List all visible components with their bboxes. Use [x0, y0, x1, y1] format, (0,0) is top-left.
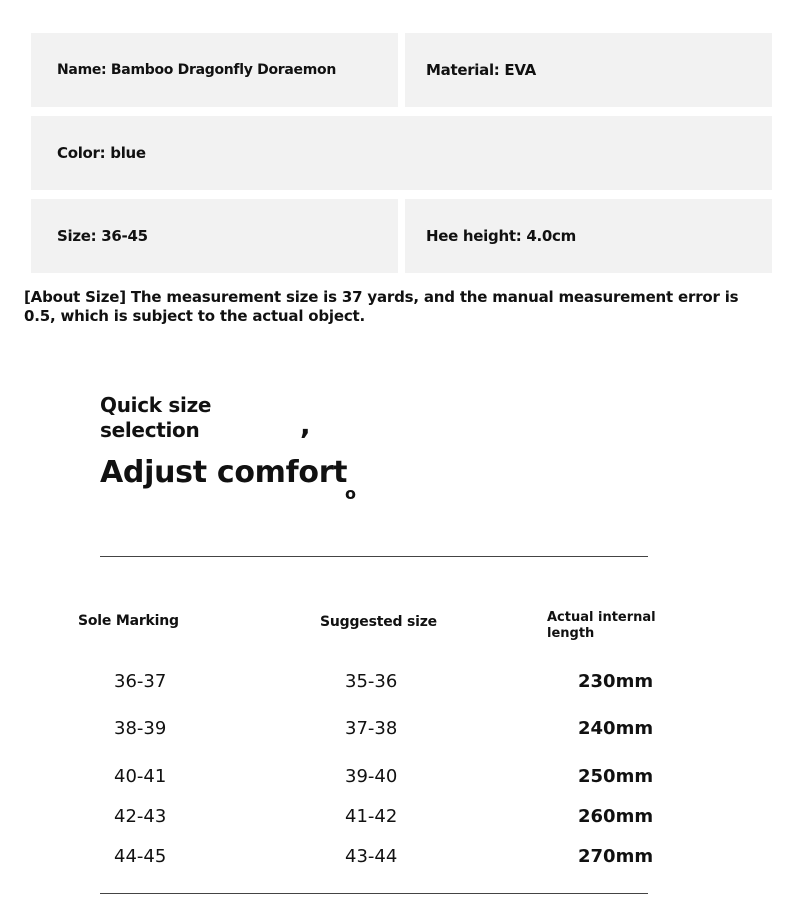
header-actual-length: Actual internal length — [547, 610, 656, 641]
sole-marking-cell: 44-45 — [114, 846, 167, 867]
spec-name: Name: Bamboo Dragonfly Doraemon — [57, 62, 336, 78]
table-row — [0, 714, 790, 744]
spec-material-cell — [405, 33, 772, 107]
spec-name-cell — [31, 33, 398, 107]
internal-length-cell: 250mm — [578, 766, 654, 787]
internal-length-cell: 240mm — [578, 718, 654, 739]
spec-material: Material: EVA — [426, 61, 536, 79]
spec-heel-height: Hee height: 4.0cm — [426, 227, 576, 245]
table-row — [0, 842, 790, 872]
suggested-size-cell: 43-44 — [345, 846, 398, 867]
spec-heel-cell — [405, 199, 772, 273]
suggested-size-cell: 37-38 — [345, 718, 398, 739]
sole-marking-cell: 36-37 — [114, 671, 167, 692]
top-divider — [100, 556, 648, 557]
bottom-divider — [100, 893, 648, 894]
header-sole-marking: Sole Marking — [78, 613, 179, 629]
internal-length-cell: 270mm — [578, 846, 654, 867]
suggested-size-cell: 35-36 — [345, 671, 398, 692]
heading-period: o — [345, 484, 356, 503]
sole-marking-cell: 40-41 — [114, 766, 167, 787]
table-row — [0, 667, 790, 697]
table-row — [0, 802, 790, 832]
size-note: [About Size] The measurement size is 37 yards, and the manual measurement error is 0.5, which is subject to the actual object. — [24, 288, 739, 325]
table-row — [0, 762, 790, 792]
spec-size-cell — [31, 199, 398, 273]
quick-size-heading: Quick size selection — [100, 393, 212, 442]
spec-size: Size: 36-45 — [57, 227, 148, 245]
suggested-size-cell: 41-42 — [345, 806, 398, 827]
sole-marking-cell: 42-43 — [114, 806, 167, 827]
header-suggested-size: Suggested size — [320, 614, 437, 630]
spec-color: Color: blue — [57, 144, 146, 162]
adjust-comfort-heading: Adjust comfort — [100, 455, 348, 490]
spec-color-cell — [31, 116, 772, 190]
suggested-size-cell: 39-40 — [345, 766, 398, 787]
internal-length-cell: 260mm — [578, 806, 654, 827]
heading-comma: , — [300, 408, 311, 441]
internal-length-cell: 230mm — [578, 671, 654, 692]
sole-marking-cell: 38-39 — [114, 718, 167, 739]
